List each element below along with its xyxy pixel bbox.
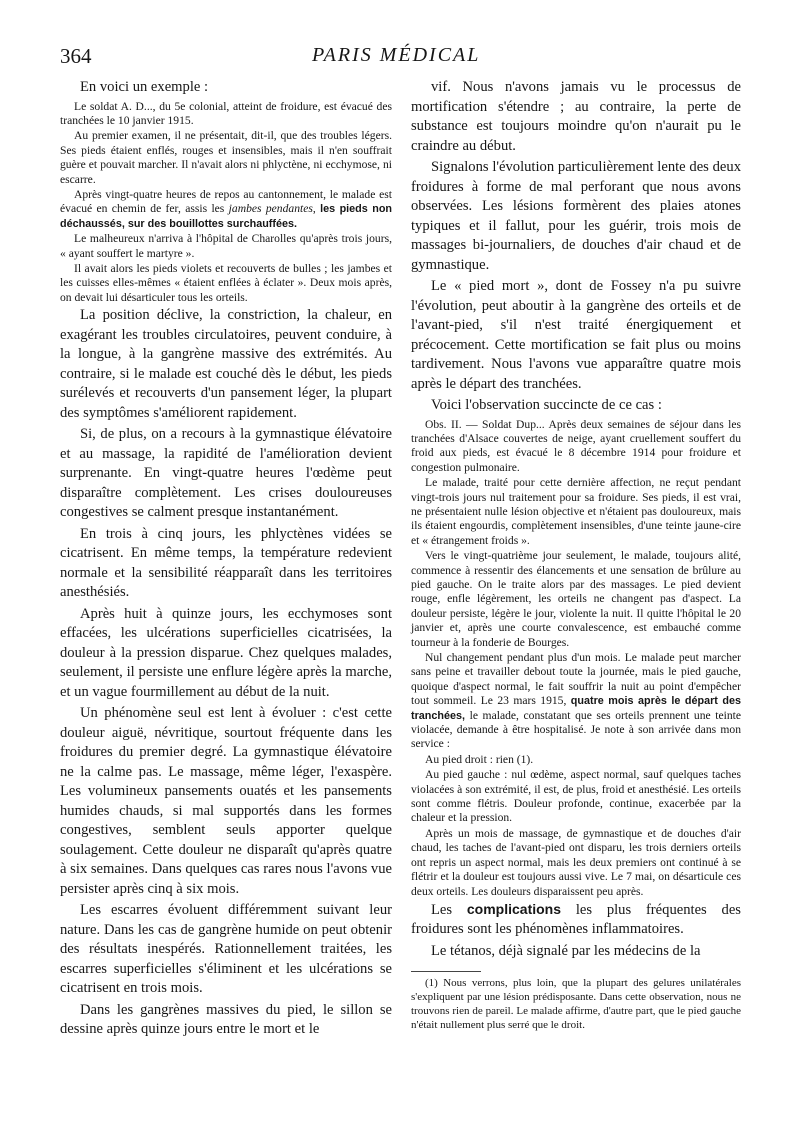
case-paragraph: Il avait alors les pieds violets et recouverts de bulles ; les jambes et les cuisses elles-mêmes « étaient enflées à éclater ». Deux mois après, on devait lui désarticuler tous les orteils. <box>60 261 392 304</box>
left-column <box>60 78 392 1042</box>
case-paragraph: Après un mois de massage, de gymnastique et de douches d'air chaud, les taches de l'avant-pied ont disparu, les trois derniers orteils ont repris un aspect normal, mais les deux premiers ont continué à se flétrir et la douleur est toujours aussi vive. Le 7 mai, on désarticule ces deux orteils. Les douleurs disparaissent peu après. <box>411 826 741 898</box>
right-column <box>411 78 741 1033</box>
paragraph: En voici un exemple : <box>80 79 209 95</box>
case-paragraph <box>411 418 741 476</box>
bold-text: les pieds non déchaussés, sur des bouillottes surchauffées. <box>60 203 393 230</box>
body-text: Les <box>431 901 467 918</box>
paragraph: Dans les gangrènes massives du pied, le sillon se dessine après quinze jours entre le mort et le <box>60 1001 392 1038</box>
paragraph: Si, de plus, on a recours à la gymnastique élévatoire et au massage, la rapidité de l'amélioration devient surprenante. En vingt-quatre heures l'œdème peut disparaître complètement. Les crises douloureuses congestives se calment presque instantanément. <box>60 426 392 521</box>
paragraph: Le tétanos, déjà signalé par les médecins de la <box>431 942 701 959</box>
case-paragraph: Au pied droit : rien (1). <box>425 752 534 766</box>
paragraph: Signalons l'évolution particulièrement lente des deux froidures à forme de mal perforant que nous avons observées. Les lésions formèrent des plaies atones typiques et il fallut, pour les guérir, trois mois de massages bi-journaliers, de douches d'air chaud et de gymnastique. <box>411 159 741 273</box>
paragraph: En trois à cinq jours, les phlyctènes vidées se cicatrisent. En même temps, la température redevient normale et la sensibilité réapparaît dans les territoires anesthésiés. <box>60 525 392 601</box>
paragraph: Un phénomène seul est lent à évoluer : c'est cette douleur aiguë, névritique, sourtout fréquente dans les froidures du premier degré. La gymnastique élévatoire ne la calme pas. Le massage, même léger, l'exaspère. Les volumineux pansements ouatés et les pansements humides chauds, si mal supportés dans les formes congestives, semblent seuls apporter quelque soulagement. Cette douleur ne disparaît qu'après quatre à six semaines. Dans quelques cas rares nous l'avons vue persister après cinq à six mois. <box>60 705 392 897</box>
bold-text: complications <box>466 900 562 917</box>
italic-text: jambes pendantes <box>228 202 313 216</box>
paragraph: La position déclive, la constriction, la chaleur, en exagérant les troubles circulatoires, peuvent conduire, à la longue, à la gangrène massive des extrémités. Au contraire, si le malade est couché dès le début, les pieds surélevés et recouverts d'un pansement léger, la plupart des symptômes s'améliorent rapidement. <box>60 307 392 421</box>
paragraph: vif. Nous n'avons jamais vu le processus de mortification s'étendre ; au contraire, la perte de substance est toujours moindre qu'on n'aurait pu le craindre au début. <box>411 79 741 154</box>
paragraph <box>411 900 741 940</box>
case-paragraph: Le soldat A. D..., du 5e colonial, atteint de froidure, est évacué des tranchées le 10 janvier 1915. <box>60 99 392 127</box>
case-paragraph: Vers le vingt-quatrième jour seulement, le malade, toujours alité, commence à ressentir des élancements et une sensation de brûlure au pied gauche. On le traite alors par des massages. Le pied devient rouge, enfle légèrement, les orteils ne changent pas d'aspect. La douleur persiste, légère le jour, violente la nuit. Il quitte l'hôpital le 20 janvier et, après une courte convalescence, est embauché comme tourneur à la fonderie de Bourges. <box>411 549 741 649</box>
case-paragraph <box>60 188 392 231</box>
paragraph: Le « pied mort », dont de Fossey n'a pu suivre l'évolution, peut aboutir à la gangrène des orteils et de l'avant-pied, s'il n'est traité énergiquement et précocement. Cette mortification se fait plus ou moins tardivement. Nous l'avons vue apparaître quatre mois après le départ des tranchées. <box>411 278 741 392</box>
journal-title: PARIS MÉDICAL <box>312 44 481 66</box>
page-number: 364 <box>60 44 92 68</box>
case-paragraph: Au premier examen, il ne présentait, dit-il, que des troubles légers. Ses pieds étaient enflés, rouges et insensibles, mais il n'en souffrait guère et pouvait marcher. Il n'avait alors ni phlyctène, ni ecchymose, ni escarre. <box>60 129 392 186</box>
bold-text: quatre mois après le départ des tranchées, <box>411 695 741 722</box>
case-text: Après vingt-quatre heures de repos au cantonnement, le malade est évacué en chemin de fer, assis les <box>60 187 392 216</box>
paragraph: Après huit à quinze jours, les ecchymoses sont effacées, les ulcérations superficielles cicatrisées, la douleur à la pression disparue. Chez quelques malades, seulement, il persiste une enflure légère après la marche, et un vague fourmillement au début de la nuit. <box>60 605 392 700</box>
case-paragraph: Au pied gauche : nul œdème, aspect normal, sauf quelques taches violacées à son extrémité, il est, de plus, froid et anesthésié. Les orteils sont comme flétris. Douleur profonde, continue, exacerbée par la chaleur et la pression. <box>411 768 741 825</box>
case-text: le malade, constatant que ses orteils prennent une teinte violacée, demande à être hospitalisé. Je note à son arrivée dans mon service : <box>411 708 741 751</box>
paragraph: Voici l'observation succincte de ce cas : <box>431 397 662 413</box>
case-text: — Soldat Dup... Après deux semaines de séjour dans les tranchées d'Alsace couvertes de neige, ayant cruellement souffert du froid aux pieds, est évacué le 8 décembre 1914 pour froidure et congestion pulmonaire. <box>411 417 741 474</box>
case-paragraph: Le malheureux n'arriva à l'hôpital de Charolles qu'après trois jours, « ayant souffert le martyre ». <box>60 232 392 260</box>
footnote: (1) Nous verrons, plus loin, que la plupart des gelures unilatérales s'expliquent par une lésion prédisposante. Dans cette observation, nous ne trouvons rien de pareil. Le malade affirme, d'autre part, que le pied gauche n'était nullement plus serré que le droit. <box>411 977 741 1031</box>
body-text: les plus fréquentes des froidures sont les phénomènes inflammatoires. <box>411 901 741 938</box>
case-paragraph <box>411 651 741 752</box>
case-text: Nul changement pendant plus d'un mois. Le malade peut marcher sans peine et travailler debout toute la journée, mais le pied gauche, quoique d'aspect normal, le fait souffrir la nuit au point d'empêcher tout sommeil. Le 23 mars 1915, <box>411 651 741 708</box>
case-label: Obs. II. <box>425 417 462 431</box>
case-text: , <box>312 202 321 216</box>
case-paragraph: Le malade, traité pour cette dernière affection, ne reçut pendant vingt-trois jours nul traitement pour sa froidure. Ses pieds, il est vrai, ne présentaient nulle lésion objective et n'étaient pas douloureux, mais ils étaient engourdis, complètement insensibles, d'une teinte jaune-cire et « étrangement froids ». <box>411 476 741 547</box>
footnote-divider <box>411 971 481 972</box>
paragraph: Les escarres évoluent différemment suivant leur nature. Dans les cas de gangrène humide on peut obtenir des résultats inespérés. Rationnellement traitées, les escarres superficielles s'éliminent et les ulcérations se cicatrisent en trois mois. <box>60 902 392 997</box>
